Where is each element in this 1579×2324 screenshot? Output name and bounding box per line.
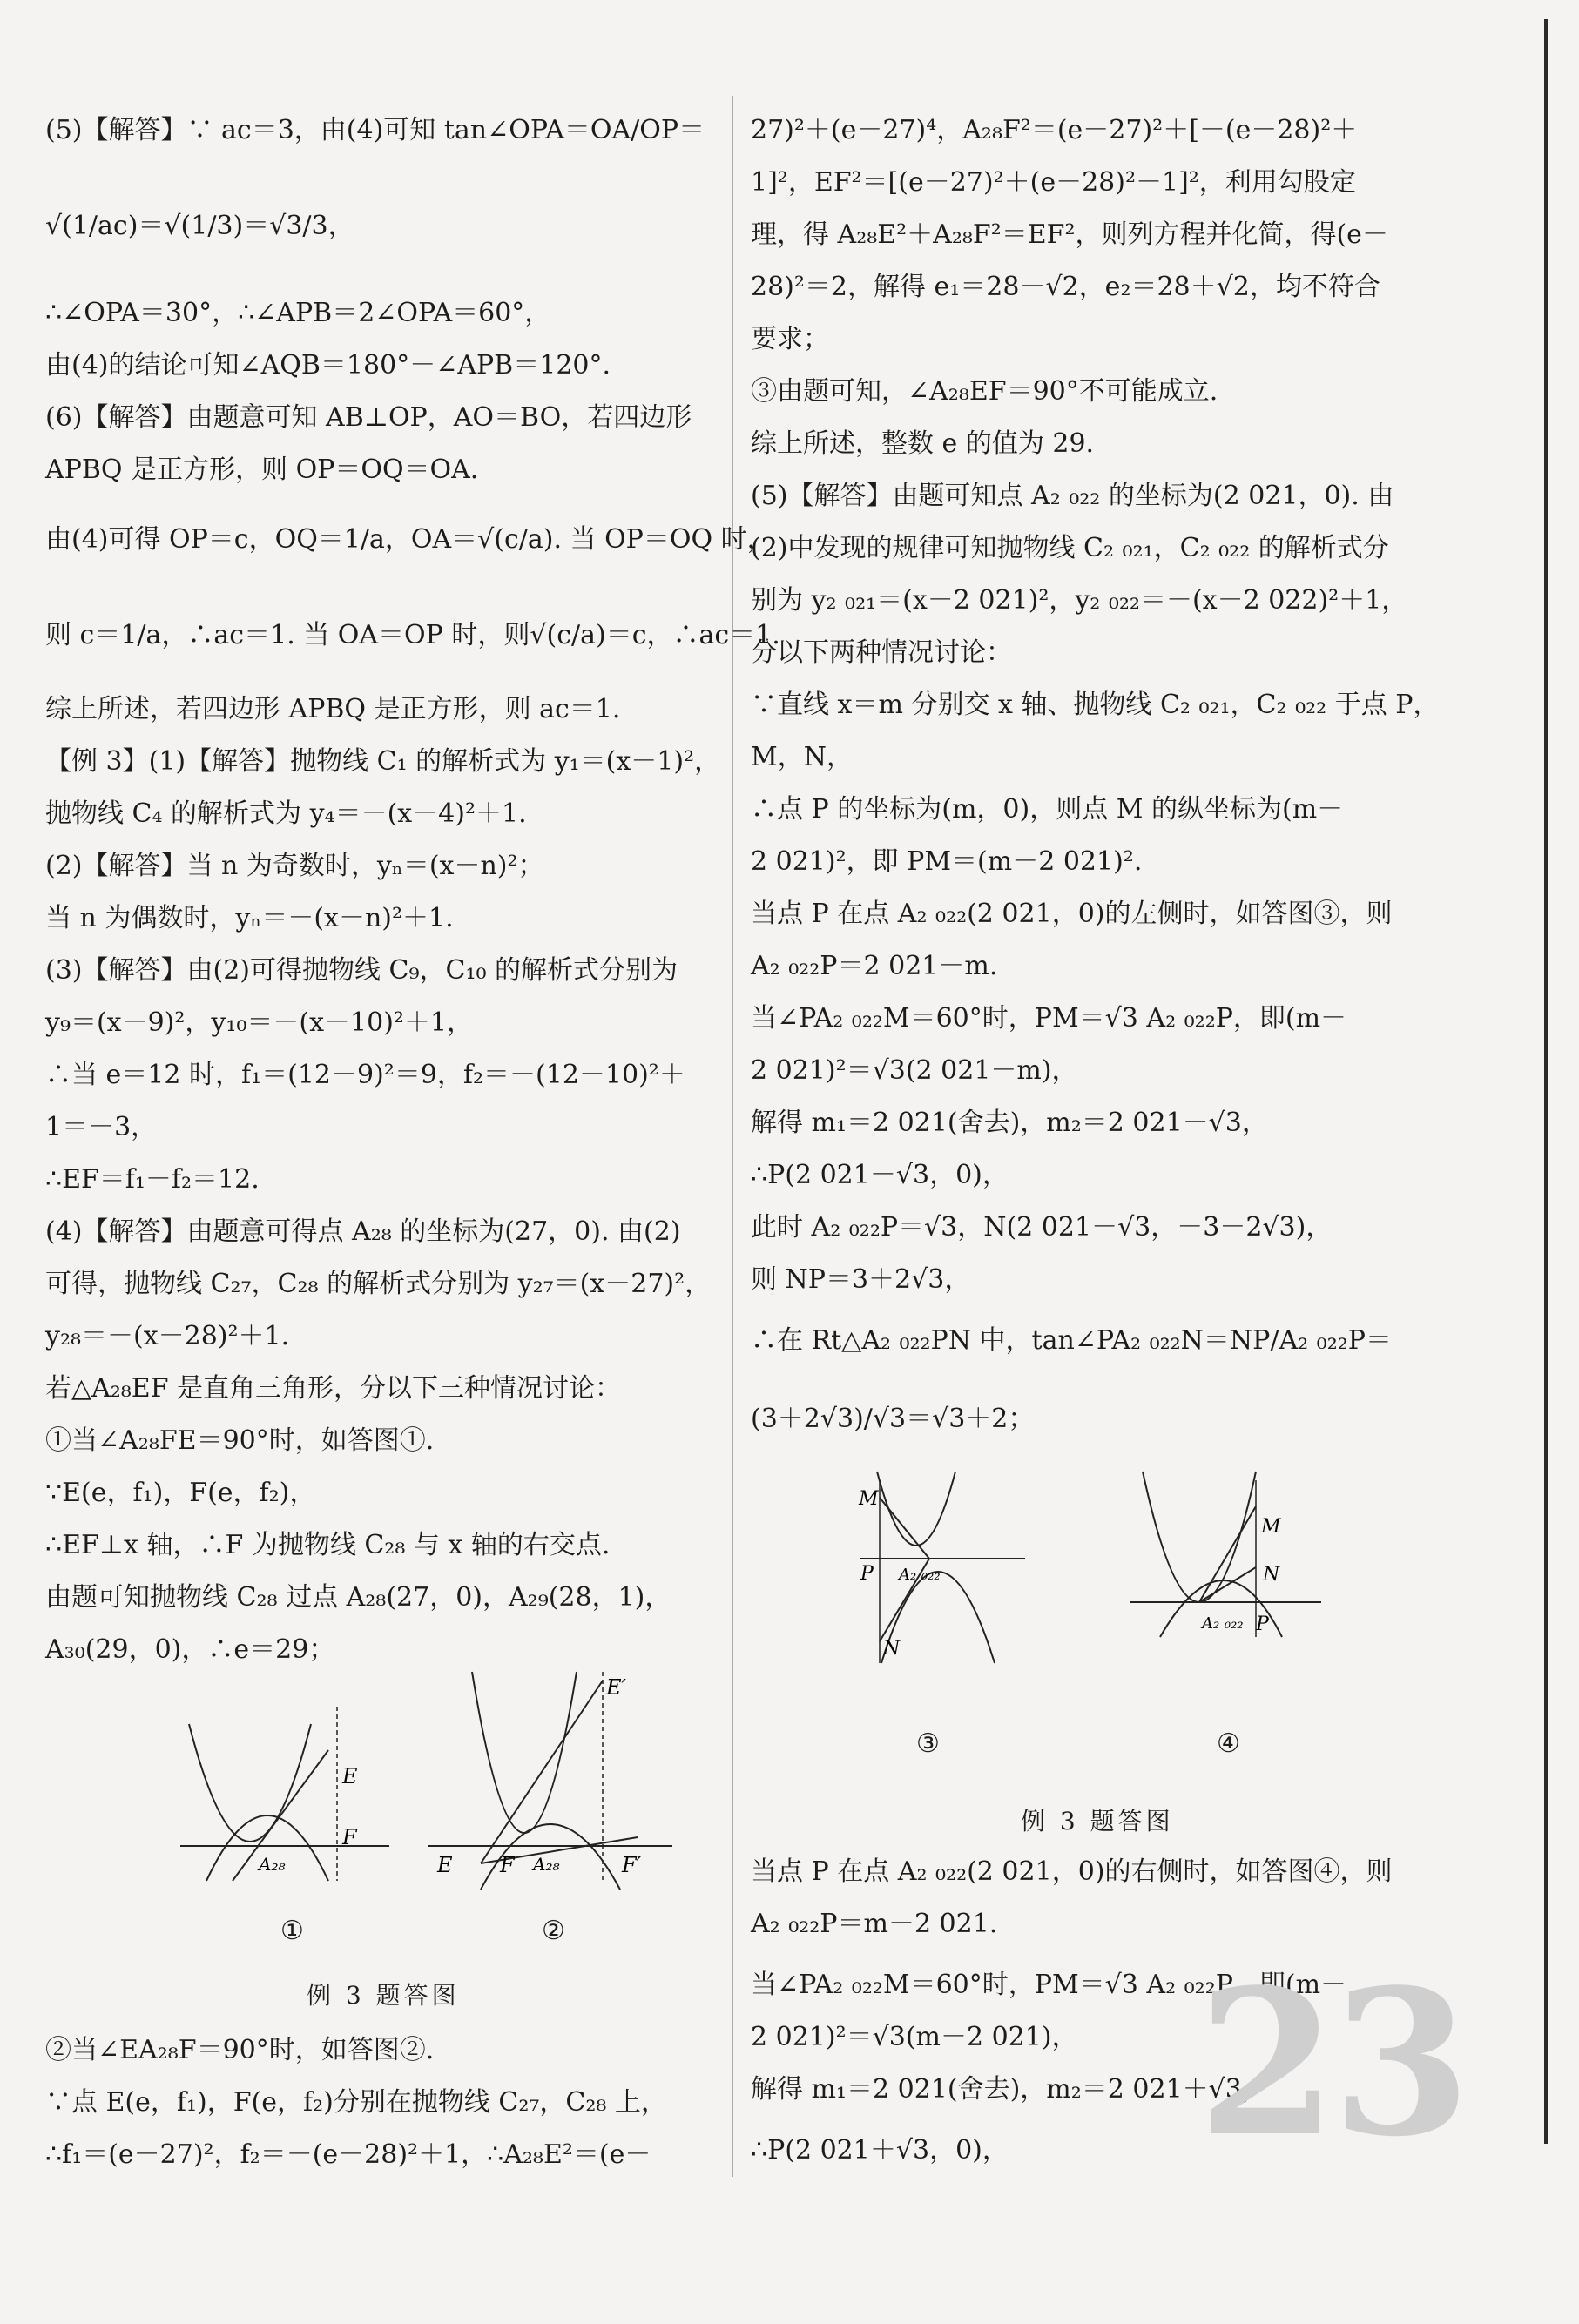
- label-e: E: [342, 1764, 358, 1788]
- label-a28: A₂₈: [259, 1854, 286, 1875]
- page-number: 23: [1198, 1946, 1467, 2181]
- text-line: (2)中发现的规律可知抛物线 C₂ ₀₂₁，C₂ ₀₂₂ 的解析式分: [751, 533, 1389, 563]
- text-line: 当∠PA₂ ₀₂₂M＝60°时，PM＝√3 A₂ ₀₂₂P，即(m－: [751, 1003, 1347, 1034]
- text-line: y₉＝(x－9)²，y₁₀＝－(x－10)²＋1，: [45, 1007, 474, 1038]
- text-line: ∵点 E(e，f₁)，F(e，f₂)分别在抛物线 C₂₇，C₂₈ 上，: [45, 2087, 667, 2118]
- text-line: 【例 3】(1)【解答】抛物线 C₁ 的解析式为 y₁＝(x－1)²，: [45, 746, 721, 777]
- text-line: ∴P(2 021＋√3，0)，: [751, 2135, 1009, 2166]
- text-line: ∴EF＝f₁－f₂＝12.: [45, 1164, 260, 1195]
- parabola-c27: [472, 1672, 577, 1833]
- text-line: (3)【解答】由(2)可得抛物线 C₉，C₁₀ 的解析式分别为: [45, 955, 678, 986]
- line-a28e-prime: [481, 1681, 603, 1863]
- text-line: ∵直线 x＝m 分别交 x 轴、抛物线 C₂ ₀₂₁，C₂ ₀₂₂ 于点 P，: [751, 690, 1440, 720]
- text-line: 综上所述，若四边形 APBQ 是正方形，则 ac＝1.: [45, 694, 621, 724]
- text-line: 综上所述，整数 e 的值为 29.: [751, 428, 1095, 459]
- label-m: M: [859, 1488, 879, 1510]
- text-line: 1＝－3，: [45, 1112, 158, 1142]
- text-line: ②当∠EA₂₈F＝90°时，如答图②.: [45, 2035, 435, 2065]
- figure-1-label: ①: [280, 1916, 304, 1946]
- text-line: A₃₀(29，0)，∴e＝29；: [45, 1634, 335, 1665]
- column-divider: [732, 96, 733, 2177]
- text-line: 若△A₂₈EF 是直角三角形，分以下三种情况讨论：: [45, 1373, 622, 1404]
- text-line: y₂₈＝－(x－28)²＋1.: [45, 1321, 290, 1351]
- text-line: A₂ ₀₂₂P＝m－2 021.: [751, 1909, 998, 1939]
- figure-3: [855, 1463, 1029, 1672]
- label-m: M: [1261, 1516, 1281, 1538]
- line-a2022m: [1199, 1506, 1256, 1602]
- text-line: ∴点 P 的坐标为(m，0)，则点 M 的纵坐标为(m－: [751, 794, 1344, 825]
- text-line: 当 n 为偶数时，yₙ＝－(x－n)²＋1.: [45, 903, 454, 933]
- label-e-prime: E′: [606, 1675, 626, 1700]
- text-line: 1]²，EF²＝[(e－27)²＋(e－28)²－1]²，利用勾股定: [751, 167, 1356, 198]
- page-edge-line: [1544, 19, 1548, 2144]
- label-f-prime: F′: [622, 1853, 642, 1877]
- text-line: 分以下两种情况讨论：: [751, 637, 1012, 668]
- text-line: ∴P(2 021－√3，0)，: [751, 1160, 1009, 1190]
- label-a2022: A₂ ₀₂₂: [1202, 1614, 1244, 1633]
- label-p: P: [1256, 1613, 1269, 1635]
- figure-1: [172, 1698, 398, 1907]
- label-a28: A₂₈: [533, 1854, 560, 1875]
- text-line: 理，得 A₂₈E²＋A₂₈F²＝EF²，则列方程并化简，得(e－: [751, 219, 1388, 250]
- text-line: √(1/ac)＝√(1/3)＝√3/3，: [45, 211, 354, 241]
- label-a2022: A₂ ₀₂₂: [899, 1566, 941, 1584]
- text-line: (6)【解答】由题意可知 AB⊥OP，AO＝BO，若四边形: [45, 402, 692, 433]
- figure-4-label: ④: [1217, 1728, 1240, 1759]
- text-line: ③由题可知，∠A₂₈EF＝90°不可能成立.: [751, 376, 1218, 407]
- figure-caption: 例 3 题答图: [307, 1981, 460, 2010]
- text-line: (3＋2√3)/√3＝√3＋2；: [751, 1404, 1035, 1434]
- text-line: 27)²＋(e－27)⁴，A₂₈F²＝(e－27)²＋[－(e－28)²＋: [751, 115, 1358, 145]
- text-line: 2 021)²＝√3(2 021－m)，: [751, 1055, 1078, 1086]
- text-line: ∴当 e＝12 时，f₁＝(12－9)²＝9，f₂＝－(12－10)²＋: [45, 1060, 685, 1090]
- figure-4: [1125, 1463, 1326, 1672]
- text-line: (5)【解答】由题可知点 A₂ ₀₂₂ 的坐标为(2 021，0). 由: [751, 481, 1394, 511]
- text-line: ①当∠A₂₈FE＝90°时，如答图①.: [45, 1425, 435, 1456]
- figure-2-label: ②: [542, 1916, 565, 1946]
- text-line: ∴∠OPA＝30°，∴∠APB＝2∠OPA＝60°，: [45, 298, 551, 328]
- text-line: 当点 P 在点 A₂ ₀₂₂(2 021，0)的右侧时，如答图④，则: [751, 1856, 1393, 1887]
- text-line: 则 c＝1/a，∴ac＝1. 当 OA＝OP 时，则√(c/a)＝c，∴ac＝1.: [45, 620, 780, 650]
- parabola-c27: [189, 1724, 311, 1842]
- text-line: 2 021)²，即 PM＝(m－2 021)².: [751, 846, 1143, 877]
- label-f: F: [342, 1825, 357, 1849]
- text-line: 2 021)²＝√3(m－2 021)，: [751, 2022, 1078, 2052]
- text-line: 则 NP＝3＋2√3，: [751, 1264, 971, 1295]
- figure-2: [420, 1663, 681, 1907]
- text-line: 当点 P 在点 A₂ ₀₂₂(2 021，0)的左侧时，如答图③，则: [751, 899, 1393, 929]
- text-line: ∵E(e，f₁)，F(e，f₂)，: [45, 1478, 316, 1508]
- text-line: 28)²＝2，解得 e₁＝28－√2，e₂＝28＋√2，均不符合: [751, 272, 1380, 302]
- line-a2022m: [880, 1498, 929, 1559]
- text-line: 解得 m₁＝2 021(舍去)，m₂＝2 021－√3，: [751, 1108, 1268, 1138]
- text-line: APBQ 是正方形，则 OP＝OQ＝OA.: [45, 455, 479, 485]
- text-line: 别为 y₂ ₀₂₁＝(x－2 021)²，y₂ ₀₂₂＝－(x－2 022)²＋1，: [751, 585, 1408, 616]
- text-line: 由(4)的结论可知∠AQB＝180°－∠APB＝120°.: [45, 350, 611, 381]
- label-e: E: [437, 1853, 453, 1877]
- label-n: N: [883, 1638, 901, 1660]
- text-line: 可得，抛物线 C₂₇，C₂₈ 的解析式分别为 y₂₇＝(x－27)²，: [45, 1269, 712, 1299]
- text-line: A₂ ₀₂₂P＝2 021－m.: [751, 951, 998, 981]
- text-line: 要求；: [751, 324, 829, 354]
- text-line: 抛物线 C₄ 的解析式为 y₄＝－(x－4)²＋1.: [45, 798, 527, 829]
- label-f: F: [500, 1853, 515, 1877]
- text-line: ∴在 Rt△A₂ ₀₂₂PN 中，tan∠PA₂ ₀₂₂N＝NP/A₂ ₀₂₂P＝: [751, 1325, 1392, 1356]
- label-p: P: [860, 1563, 874, 1585]
- label-n: N: [1263, 1564, 1280, 1586]
- parabola-c2021: [1143, 1472, 1256, 1602]
- figure-caption: 例 3 题答图: [1021, 1807, 1174, 1836]
- text-line: (4)【解答】由题意可得点 A₂₈ 的坐标为(27，0). 由(2): [45, 1216, 681, 1247]
- text-line: M，N，: [751, 742, 853, 772]
- text-line: ∴f₁＝(e－27)²，f₂＝－(e－28)²＋1，∴A₂₈E²＝(e－: [45, 2139, 651, 2170]
- text-line: 此时 A₂ ₀₂₂P＝√3，N(2 021－√3，－3－2√3)，: [751, 1212, 1333, 1243]
- text-line: (2)【解答】当 n 为奇数时，yₙ＝(x－n)²；: [45, 851, 544, 881]
- text-line: 由(4)可得 OP＝c，OQ＝1/a，OA＝√(c/a). 当 OP＝OQ 时，: [45, 524, 773, 555]
- text-line: (5)【解答】∵ ac＝3，由(4)可知 tan∠OPA＝OA/OP＝: [45, 115, 705, 145]
- figure-3-label: ③: [916, 1728, 940, 1759]
- text-line: ∴EF⊥x 轴，∴F 为抛物线 C₂₈ 与 x 轴的右交点.: [45, 1530, 611, 1560]
- text-line: 由题可知抛物线 C₂₈ 过点 A₂₈(27，0)，A₂₉(28，1)，: [45, 1582, 671, 1613]
- text-line: 解得 m₁＝2 021(舍去)，m₂＝2 021＋√3，: [751, 2074, 1268, 2105]
- text-line: 当∠PA₂ ₀₂₂M＝60°时，PM＝√3 A₂ ₀₂₂P，即(m－: [751, 1970, 1347, 2000]
